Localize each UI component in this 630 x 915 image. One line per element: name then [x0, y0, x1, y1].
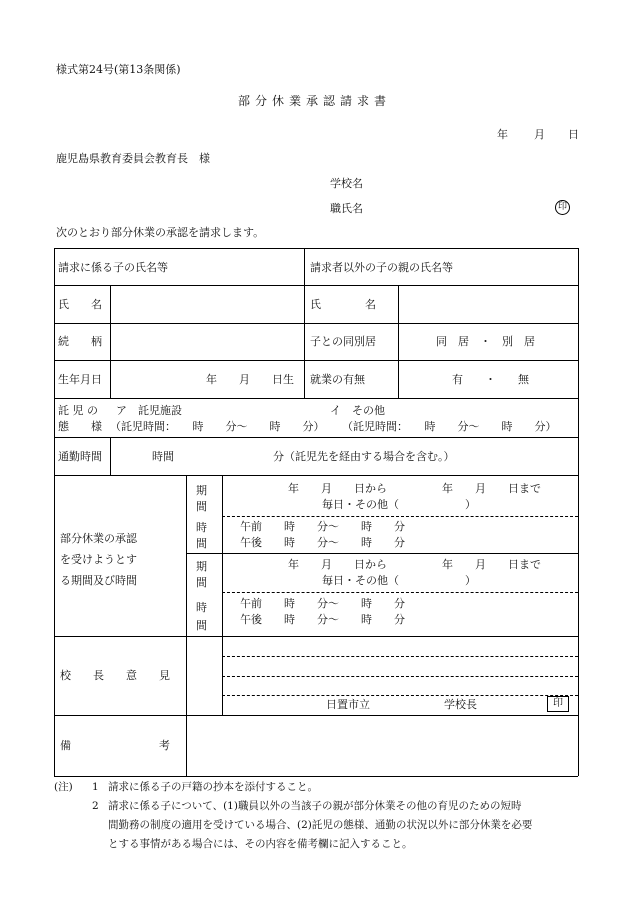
note-2-number: 2 — [92, 800, 99, 812]
period-label-line1: 部分休業の承認 — [60, 532, 137, 545]
period-2-frequency: 毎日・その他（ ） — [322, 574, 476, 587]
note-1-number: 1 — [92, 781, 99, 793]
birthdate-label: 生年月日 — [58, 373, 102, 386]
birthdate-value: 年 月 日生 — [206, 373, 294, 386]
time-2-am: 午前 時 分〜 時 分 — [240, 597, 405, 610]
employment-label: 就業の有無 — [310, 373, 365, 386]
relation-label: 続 柄 — [58, 335, 102, 348]
time-2-pm: 午後 時 分〜 時 分 — [240, 613, 405, 626]
parent-name-label: 氏 名 — [310, 298, 376, 311]
intro-text: 次のとおり部分休業の承認を請求します。 — [56, 226, 265, 239]
principal-opinion-label: 校 長 意 見 — [60, 669, 170, 682]
care-label-line2: 態 様 — [58, 420, 102, 433]
addressee: 鹿児島県教育委員会教育長 様 — [56, 152, 210, 165]
cohabit-value: 同 居 ・ 別 居 — [436, 335, 535, 348]
period-head-2: 期間 — [196, 560, 207, 589]
other-parent-section-header: 請求者以外の子の親の氏名等 — [310, 261, 453, 274]
applicant-name-label: 職氏名 — [330, 202, 363, 215]
care-option-a: ア 託児施設 — [116, 404, 182, 417]
form-title: 部分休業承認請求書 — [238, 94, 392, 108]
child-name-label: 氏 名 — [58, 298, 102, 311]
employment-value: 有 ・ 無 — [452, 373, 529, 386]
time-head-1: 時間 — [196, 521, 207, 550]
care-label-line1: 託 児 の — [58, 404, 98, 417]
period-label-line2: を受けようとす — [60, 553, 137, 566]
period-1-frequency: 毎日・その他（ ） — [322, 498, 476, 511]
care-option-b: イ その他 — [330, 404, 385, 417]
care-time-b: （託児時間： 時 分〜 時 分） — [342, 420, 557, 433]
child-section-header: 請求に係る子の氏名等 — [58, 261, 168, 274]
school-name-label: 学校名 — [330, 177, 363, 190]
date-day: 日 — [568, 128, 579, 141]
form-number: 様式第24号(第13条関係) — [56, 63, 181, 76]
period-label-line3: る期間及び時間 — [60, 574, 137, 587]
date-year: 年 — [497, 128, 508, 141]
note-2-line1: 請求に係る子について、(1)職員以外の当該子の親が部分休業その他の育児のための短時 — [108, 800, 522, 812]
time-1-pm: 午後 時 分〜 時 分 — [240, 536, 405, 549]
period-1-dates: 年 月 日から 年 月 日まで — [288, 482, 541, 495]
remarks-label: 備 考 — [60, 739, 170, 752]
city-school-prefix: 日置市立 — [326, 698, 370, 711]
time-head-2: 時間 — [196, 601, 207, 632]
period-2-dates: 年 月 日から 年 月 日まで — [288, 558, 541, 571]
note-2-line3: とする事情がある場合には、その内容を備考欄に記入すること。 — [108, 838, 413, 850]
school-principal-label: 学校長 — [444, 698, 477, 711]
notes-prefix: (注) — [54, 781, 73, 793]
note-1-text: 請求に係る子の戸籍の抄本を添付すること。 — [108, 781, 318, 793]
time-1-am: 午前 時 分〜 時 分 — [240, 520, 405, 533]
date-month: 月 — [534, 128, 545, 141]
principal-seal-icon: 印 — [547, 696, 569, 712]
period-head-1: 期間 — [196, 484, 207, 513]
commute-value: 時間 分（託児先を経由する場合を含む。） — [152, 450, 455, 463]
note-2-line2: 間勤務の制度の適用を受けている場合、(2)託児の態様、通勤の状況以外に部分休業を必要 — [108, 819, 533, 831]
applicant-seal-icon: 印 — [555, 200, 570, 215]
cohabit-label: 子との同別居 — [310, 335, 376, 348]
commute-label: 通勤時間 — [58, 450, 102, 463]
care-time-a: （託児時間： 時 分〜 時 分） — [110, 420, 325, 433]
